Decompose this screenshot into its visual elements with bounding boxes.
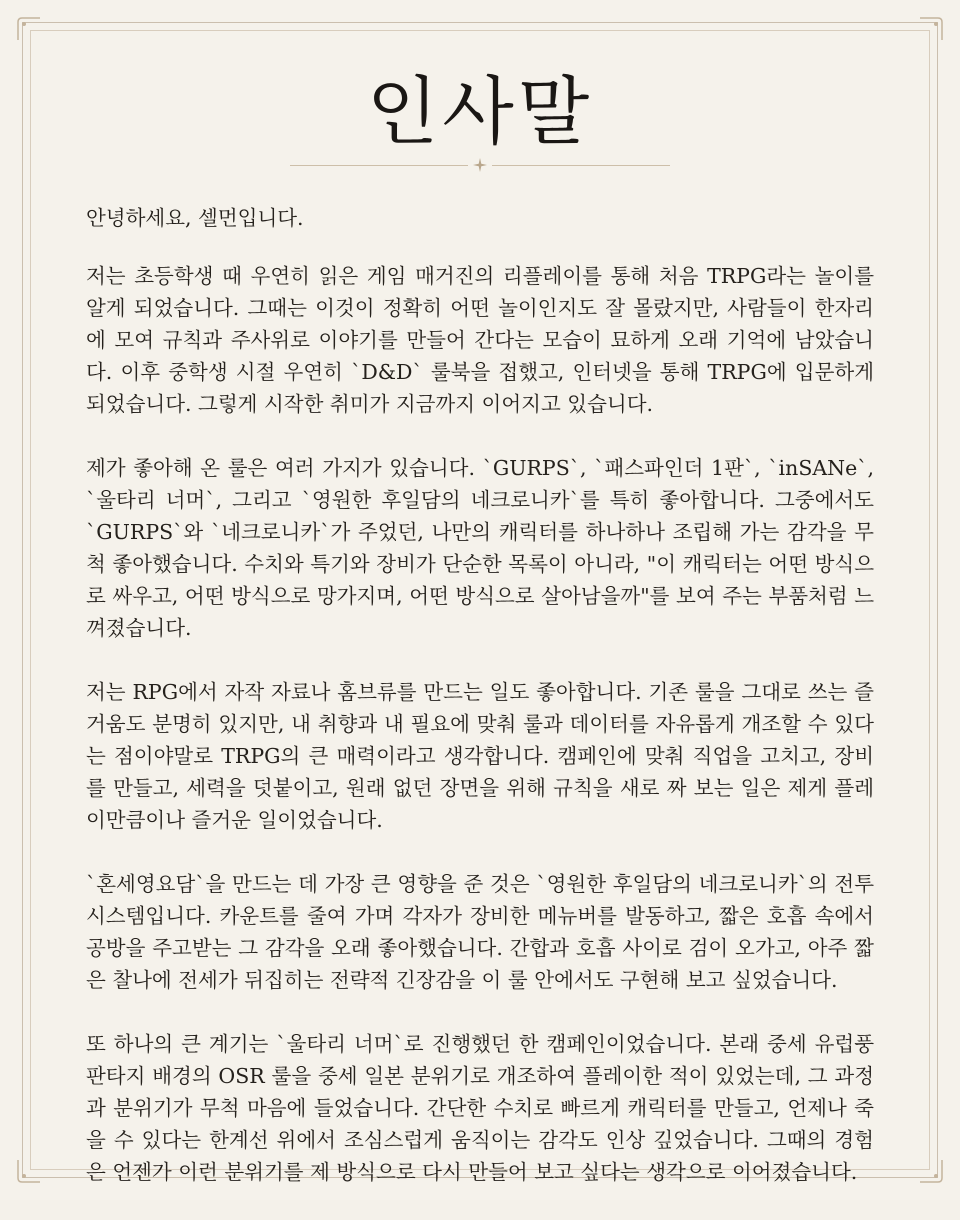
greeting-paragraph: 안녕하세요, 셀먼입니다. bbox=[86, 206, 304, 230]
body-paragraph: 저는 초등학생 때 우연히 읽은 게임 매거진의 리플레이를 통해 처음 TRPG라는 놀이를 알게 되었습니다. 그때는 이것이 정확히 어떤 놀이인지도 잘 몰랐지만, 사람들이 한자리에 모여 규칙과 주사위로 이야기를 만들어 간다는 모습이 묘하게 오래 기억에 남았습니다. 이후 중학생 시절 우연히 `D&D` 룰북을 접했고, 인터넷을 통해 TRPG에 입문하게 되었습니다. 그렇게 시작한 취미가 지금까지 이어지고 있습니다. bbox=[86, 264, 874, 416]
body-paragraph: `혼세영요담`을 만드는 데 가장 큰 영향을 준 것은 `영원한 후일담의 네크로니카`의 전투 시스템입니다. 카운트를 줄여 가며 각자가 장비한 메뉴버를 발동하고, 짧은 호흡 속에서 공방을 주고받는 그 감각을 오래 좋아했습니다. 간합과 호흡 사이로 검이 오가고, 아주 짧은 찰나에 전세가 뒤집히는 전략적 긴장감을 이 룰 안에서도 구현해 보고 싶었습니다. bbox=[86, 872, 874, 992]
corner-ornament-icon bbox=[918, 1158, 944, 1184]
body-paragraph: 저는 RPG에서 자작 자료나 홈브류를 만드는 일도 좋아합니다. 기존 룰을 그대로 쓰는 즐거움도 분명히 있지만, 내 취향과 내 필요에 맞춰 룰과 데이터를 자유롭게 개조할 수 있다는 점이야말로 TRPG의 큰 매력이라고 생각합니다. 캠페인에 맞춰 직업을 고치고, 장비를 만들고, 세력을 덧붙이고, 원래 없던 장면을 위해 규칙을 새로 짜 보는 일은 제게 플레이만큼이나 즐거운 일이었습니다. bbox=[86, 680, 874, 832]
corner-ornament-icon bbox=[16, 1158, 42, 1184]
body-paragraph: 또 하나의 큰 계기는 `울타리 너머`로 진행했던 한 캠페인이었습니다. 본래 중세 유럽풍 판타지 배경의 OSR 룰을 중세 일본 분위기로 개조하여 플레이한 적이 있었는데, 그 과정과 분위기가 무척 마음에 들었습니다. 간단한 수치로 빠르게 캐릭터를 만들고, 언제나 죽을 수 있다는 한계선 위에서 조심스럽게 움직이는 감각도 인상 깊었습니다. 그때의 경험은 언젠가 이런 분위기를 제 방식으로 다시 만들어 보고 싶다는 생각으로 이어졌습니다. bbox=[86, 1032, 874, 1184]
letter-body bbox=[86, 202, 874, 1220]
title-divider bbox=[290, 158, 670, 172]
body-paragraph: 제가 좋아해 온 룰은 여러 가지가 있습니다. `GURPS`, `패스파인더 1판`, `inSANe`, `울타리 너머`, 그리고 `영원한 후일담의 네크로니카`를 특히 좋아합니다. 그중에서도 `GURPS`와 `네크로니카`가 주었던, 나만의 캐릭터를 하나하나 조립해 가는 감각을 무척 좋아했습니다. 수치와 특기와 장비가 단순한 목록이 아니라, "이 캐릭터는 어떤 방식으로 싸우고, 어떤 방식으로 망가지며, 어떤 방식으로 살아남을까"를 보여 주는 부품처럼 느껴졌습니다. bbox=[86, 456, 874, 640]
corner-ornament-icon bbox=[16, 16, 42, 42]
page-title: 인사말 bbox=[366, 69, 594, 155]
corner-ornament-icon bbox=[918, 16, 944, 42]
diamond-star-icon bbox=[473, 158, 487, 172]
